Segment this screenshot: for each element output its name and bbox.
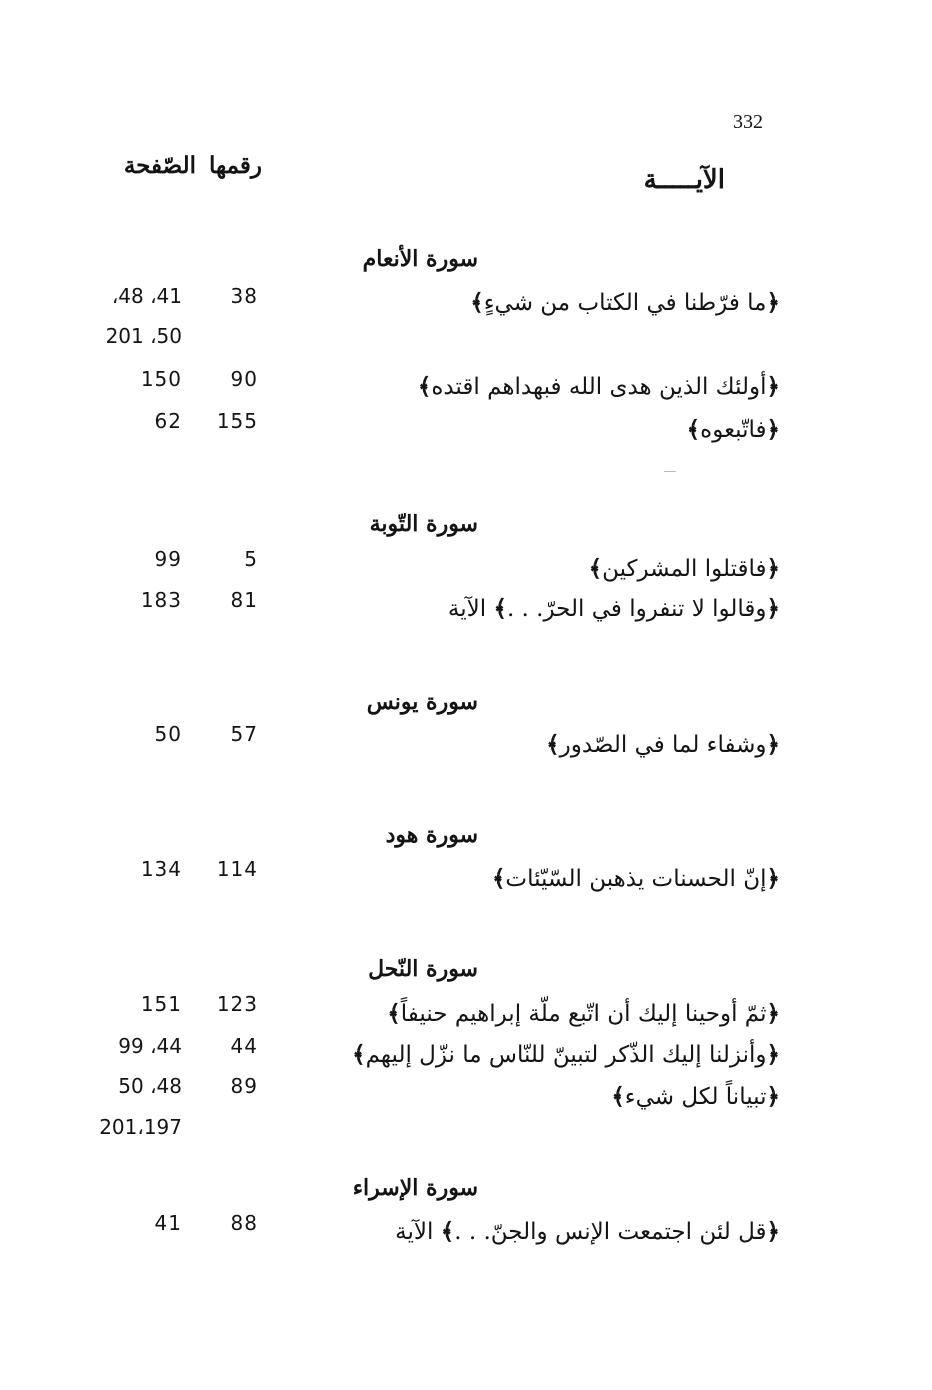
verse-text: [300, 1000, 780, 1027]
verse-text: [300, 1041, 780, 1068]
verse-suffix: الآية: [395, 1219, 434, 1245]
verse-suffix: الآية: [447, 596, 487, 622]
verse-content: ثمّ أوحينا إليك أن اتّبع ملّة إبراهيم حنيفاً: [400, 1001, 767, 1027]
header-page: الصّفحة: [123, 152, 196, 179]
open-bracket: ﴿: [766, 1083, 780, 1110]
close-bracket: ﴾: [352, 1041, 366, 1068]
open-bracket: ﴿: [766, 1000, 780, 1027]
verse-text: [300, 373, 780, 400]
close-bracket: ﴾: [493, 595, 507, 622]
verse-content: وأنزلنا إليك الذّكر لتبينّ للنّاس ما نزّل إليهم: [365, 1042, 767, 1068]
verse-number: 90: [230, 367, 258, 391]
open-bracket: ﴿: [766, 595, 780, 622]
verse-number: 38: [230, 284, 258, 308]
open-bracket: ﴿: [766, 1218, 780, 1245]
header-aya: الآيـــــة: [643, 165, 725, 195]
close-bracket: ﴾: [588, 555, 603, 582]
verse-number: 5: [244, 547, 258, 571]
open-bracket: ﴿: [766, 373, 780, 400]
verse-text: [300, 1218, 780, 1245]
page-ref: 201،197: [99, 1115, 182, 1139]
surah-title: سورة هود: [385, 822, 478, 848]
verse-number: 44: [230, 1034, 258, 1058]
verse-number: 89: [230, 1074, 258, 1098]
close-bracket: ﴾: [470, 289, 484, 316]
open-bracket: ﴿: [766, 416, 780, 443]
verse-text: [300, 289, 780, 316]
verse-number: 114: [216, 857, 258, 881]
surah-title: سورة النّحل: [368, 956, 478, 982]
open-bracket: ﴿: [766, 1041, 780, 1068]
page-ref: 99 ،44: [118, 1034, 182, 1058]
page-number: 332: [733, 111, 763, 133]
verse-text: [300, 416, 780, 443]
open-bracket: ﴿: [766, 555, 780, 582]
verse-text: [300, 595, 780, 622]
verse-number: 123: [216, 992, 258, 1016]
verse-content: تبياناً لكل شيء: [624, 1084, 767, 1110]
close-bracket: ﴾: [440, 1218, 455, 1245]
close-bracket: ﴾: [491, 865, 506, 892]
verse-text: [300, 865, 780, 892]
verse-content: أولئك الذين هدى الله فبهداهم اقتده: [431, 374, 767, 400]
verse-text: [300, 1083, 780, 1110]
open-bracket: ﴿: [766, 865, 780, 892]
page-ref: 41: [154, 1211, 182, 1235]
surah-title: سورة التّوبة: [369, 511, 478, 537]
close-bracket: ﴾: [417, 373, 432, 400]
page-ref: 134: [140, 857, 182, 881]
open-bracket: ﴿: [766, 731, 780, 758]
verse-content: ما فرّطنا في الكتاب من شيءٍ: [483, 290, 767, 316]
verse-content: وشفاء لما في الصّدور: [559, 732, 767, 758]
verse-content: فاتّبعوه: [700, 417, 767, 443]
page-ref: 99: [154, 547, 182, 571]
header-verse-number: رقمها: [208, 152, 262, 179]
page-ref: 150: [140, 367, 182, 391]
verse-number: 155: [216, 409, 258, 433]
page-ref: 151: [140, 992, 182, 1016]
verse-content: قل لئن اجتمعت الإنس والجنّ. . .: [454, 1219, 767, 1245]
page-ref: 201 ،50: [105, 324, 182, 348]
page-ref: ،48 ،41: [111, 284, 182, 308]
page-ref: 62: [154, 409, 182, 433]
verse-number: 81: [230, 588, 258, 612]
page-ref: 50 ،48: [118, 1074, 182, 1098]
surah-title: سورة الأنعام: [362, 246, 478, 272]
verse-content: وقالوا لا تنفروا في الحرّ. . .: [506, 596, 767, 622]
verse-content: فاقتلوا المشركين: [602, 556, 767, 582]
close-bracket: ﴾: [387, 1000, 401, 1027]
divider-mark: [664, 471, 676, 472]
verse-text: [300, 555, 780, 582]
close-bracket: ﴾: [611, 1083, 625, 1110]
close-bracket: ﴾: [686, 416, 701, 443]
page-ref: 183: [140, 588, 182, 612]
close-bracket: ﴾: [546, 731, 560, 758]
verse-number: 57: [230, 722, 258, 746]
page-ref: 50: [154, 722, 182, 746]
surah-title: سورة يونس: [366, 689, 478, 715]
verse-content: إنّ الحسنات يذهبن السّيّئات: [505, 866, 767, 892]
surah-title: سورة الإسراء: [352, 1175, 478, 1201]
open-bracket: ﴿: [766, 289, 780, 316]
verse-text: [300, 731, 780, 758]
verse-number: 88: [230, 1211, 258, 1235]
